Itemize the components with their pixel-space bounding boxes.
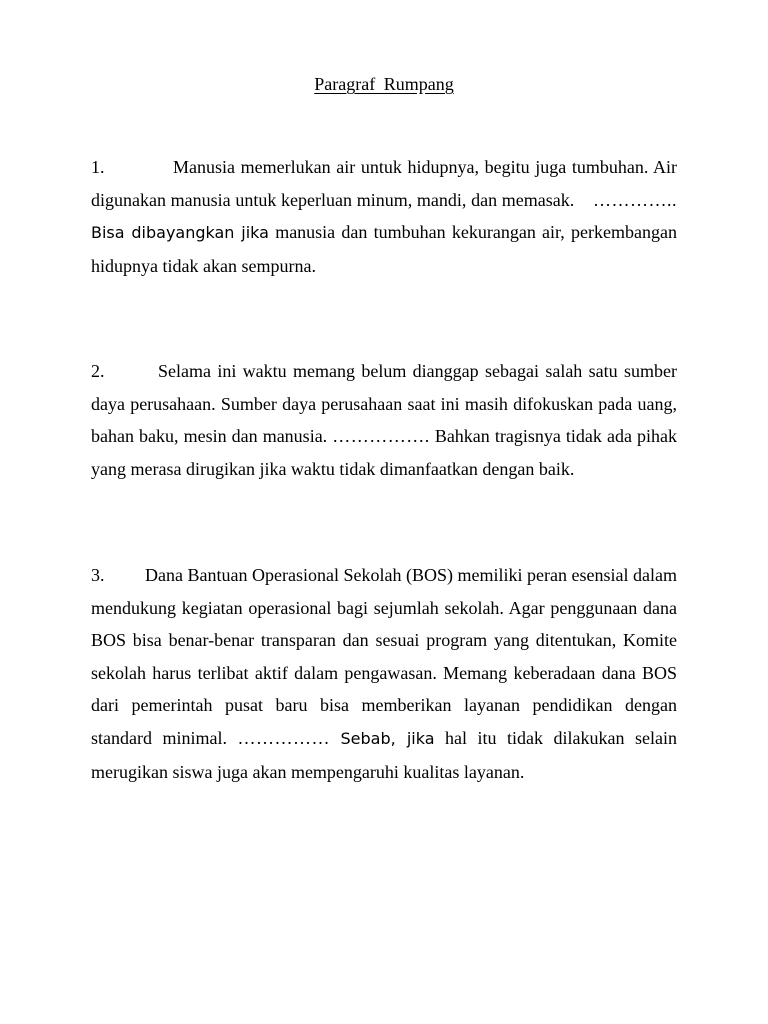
- paragraph-1: [91, 151, 677, 282]
- title-text: Paragraf Rumpang: [314, 74, 454, 94]
- paragraph-blank: ……………: [237, 727, 330, 748]
- paragraph-text-before: Selama ini waktu memang belum dianggap sebagai salah satu sumber daya perusahaan. Sumber daya perusahaan saat ini masih difokuskan pada uang, bahan baku, mesin dan manusia.: [91, 361, 677, 447]
- paragraph-text-before: Manusia memerlukan air untuk hidupnya, begitu juga tumbuhan. Air digunakan manusia untuk keperluan minum, mandi, dan memasak.: [91, 157, 677, 210]
- paragraph-text-after: manusia dan tumbuhan kekurangan air, perkembangan hidupnya tidak akan sempurna.: [91, 222, 677, 276]
- paragraph-number: 2.: [91, 361, 105, 381]
- paragraph-3: [91, 559, 677, 788]
- paragraph-text-sans: Bisa dibayangkan jika: [91, 223, 269, 243]
- paragraph-number: 3.: [91, 565, 105, 585]
- paragraph-text-sans: Sebab, jika: [340, 728, 435, 748]
- paragraph-text-before: Dana Bantuan Operasional Sekolah (BOS) memiliki peran esensial dalam mendukung kegiatan operasional bagi sejumlah sekolah. Agar penggunaan dana BOS bisa benar-benar transparan dan sesuai program yang ditentukan, Komite sekolah harus terlibat aktif dalam pengawasan. Memang keberadaan dana BOS dari pemerintah pusat baru bisa memberikan layanan pendidikan dengan standard minimal.: [91, 565, 677, 748]
- paragraph-blank: …………..: [593, 189, 678, 210]
- paragraph-blank: …………….: [332, 426, 430, 447]
- paragraph-number: 1.: [91, 157, 105, 177]
- paragraph-text-after: Bahkan tragisnya tidak ada pihak yang merasa dirugikan jika waktu tidak dimanfaatkan dengan baik.: [91, 426, 677, 479]
- page-title: [0, 72, 768, 96]
- paragraph-2: [91, 355, 677, 485]
- paragraph-text-after: hal itu tidak dilakukan selain merugikan siswa juga akan mempengaruhi kualitas layanan.: [91, 727, 678, 782]
